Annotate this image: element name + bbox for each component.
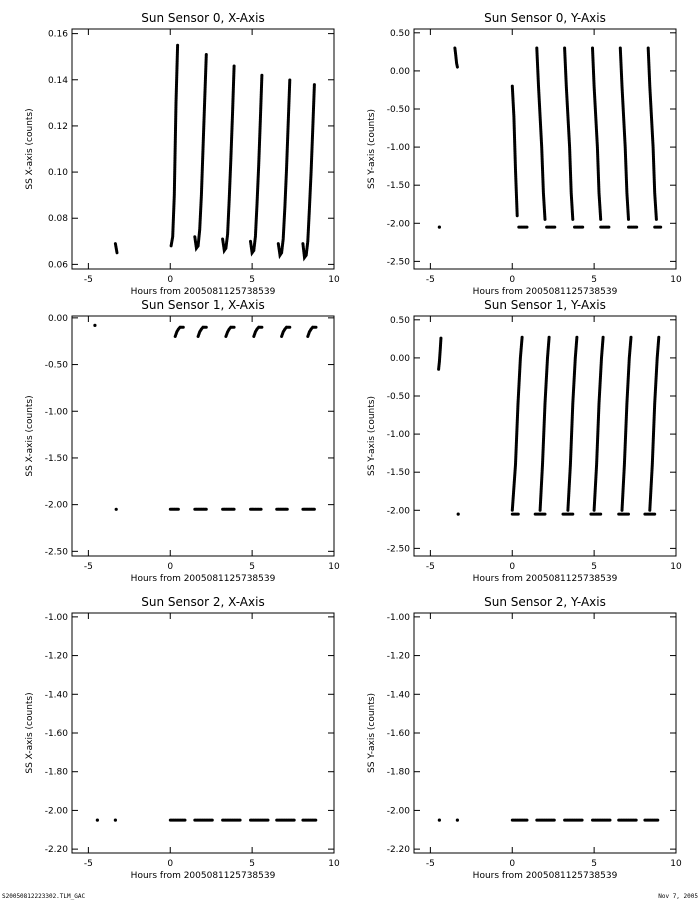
y-axis-label: SS X-axis (counts) [25,395,35,477]
data-point [115,508,118,511]
y-tick-label: -2.00 [44,500,68,511]
y-tick-label: -2.00 [386,219,410,230]
x-tick-label: 5 [249,562,255,572]
y-tick-label: -1.50 [44,453,68,464]
data-trace [251,75,262,253]
data-trace [594,337,603,510]
x-tick-label: 5 [249,859,255,869]
y-tick-label: -1.40 [44,690,68,701]
y-tick-label: -1.80 [44,767,68,778]
data-trace [568,337,577,510]
y-tick-label: 0.50 [389,28,410,39]
data-point [93,324,96,327]
data-series-0 [439,337,659,515]
x-axis-label: Hours from 2005081125738539 [130,574,276,584]
plot-frame [72,316,334,556]
footer-filename: S20050812223302.TLM_GAC [2,893,86,900]
plot-frame [72,613,334,853]
data-trace [537,48,545,220]
x-tick-label: -5 [83,859,93,869]
y-tick-label: -2.00 [386,806,410,817]
y-tick-label: 0.00 [47,313,68,324]
data-trace [565,48,573,220]
x-tick-label: 0 [509,275,516,285]
y-tick-label: 0.00 [389,66,410,77]
x-axis-label: Hours from 2005081125738539 [130,871,276,881]
plot-frame [414,29,676,269]
x-tick-label: 5 [591,859,597,869]
data-trace [175,327,183,336]
chart-panel-4 [25,595,340,881]
data-trace [223,66,235,251]
data-trace [303,84,315,257]
x-tick-label: 10 [328,859,340,869]
y-tick-label: 0.50 [389,315,410,326]
x-tick-label: 0 [167,562,174,572]
x-tick-label: 0 [167,275,174,285]
data-trace [439,337,441,369]
y-tick-label: -0.50 [386,105,410,115]
x-tick-label: 10 [328,275,340,285]
footer-date: Nov 7, 2005 [658,893,698,900]
x-tick-label: 10 [328,562,340,572]
y-tick-label: -2.00 [386,506,410,517]
data-trace [540,337,549,510]
x-tick-label: -5 [83,275,93,285]
y-tick-label: -1.50 [386,468,410,479]
y-tick-label: -1.00 [386,143,410,154]
y-axis-label: SS Y-axis (counts) [367,109,377,189]
y-tick-label: -2.00 [44,806,68,817]
y-tick-label: 0.10 [47,168,68,179]
data-trace [593,48,601,220]
data-point [96,818,99,821]
data-trace [254,327,262,336]
x-tick-label: -5 [425,275,435,285]
y-tick-label: 0.12 [47,121,68,132]
y-tick-label: 0.08 [47,214,68,225]
data-trace [455,48,458,67]
y-tick-label: 0.06 [47,260,68,271]
x-tick-label: 0 [509,562,516,572]
chart-title: Sun Sensor 1, X-Axis [141,298,265,312]
y-tick-label: -1.20 [44,651,68,662]
y-tick-label: -2.50 [386,257,410,268]
x-tick-label: 10 [670,859,682,869]
data-trace [278,80,290,255]
chart-title: Sun Sensor 0, Y-Axis [484,11,606,25]
data-trace [512,337,522,510]
x-tick-label: -5 [425,562,435,572]
x-axis-label: Hours from 2005081125738539 [472,871,618,881]
y-tick-label: -0.50 [44,360,68,371]
data-trace [620,48,628,220]
y-tick-label: -1.40 [386,690,410,701]
data-trace [226,327,234,336]
y-tick-label: -2.20 [386,845,410,856]
y-tick-label: -2.50 [44,547,68,558]
data-point [457,512,460,515]
chart-title: Sun Sensor 2, X-Axis [141,595,265,609]
data-trace [171,45,178,246]
chart-panel-5 [367,595,682,881]
data-point [438,818,441,821]
data-series-0 [93,324,316,511]
y-axis-label: SS X-axis (counts) [25,692,35,774]
y-tick-label: -1.50 [386,181,410,192]
y-tick-label: 0.16 [47,29,68,40]
y-tick-label: -2.20 [44,845,68,856]
data-trace [282,327,290,336]
chart-title: Sun Sensor 0, X-Axis [141,11,265,25]
chart-title: Sun Sensor 1, Y-Axis [484,298,606,312]
y-tick-label: 0.00 [389,353,410,364]
chart-title: Sun Sensor 2, Y-Axis [484,595,606,609]
data-trace [198,327,206,336]
chart-panel-0 [25,11,340,297]
y-tick-label: -1.00 [44,612,68,623]
data-trace [648,48,656,220]
data-trace [650,337,659,510]
data-trace [308,327,316,336]
data-point [438,225,441,228]
data-trace [115,244,117,253]
plot-frame [414,613,676,853]
x-tick-label: 0 [167,859,174,869]
x-axis-label: Hours from 2005081125738539 [472,574,618,584]
y-tick-label: -1.60 [44,729,68,739]
y-tick-label: -2.50 [386,544,410,555]
data-series-0 [115,45,314,257]
x-tick-label: 5 [591,275,597,285]
data-point [456,818,459,821]
x-tick-label: -5 [83,562,93,572]
chart-panel-1 [367,11,682,297]
x-tick-label: 0 [509,859,516,869]
data-trace [195,54,207,248]
x-axis-label: Hours from 2005081125738539 [472,287,618,297]
y-tick-label: -1.00 [386,612,410,623]
y-tick-label: -1.80 [386,767,410,778]
x-tick-label: 10 [670,562,682,572]
y-axis-label: SS Y-axis (counts) [367,396,377,476]
data-series-0 [438,48,662,229]
data-point [114,818,117,821]
x-tick-label: 5 [249,275,255,285]
x-axis-label: Hours from 2005081125738539 [130,287,276,297]
data-trace [622,337,631,510]
data-series-0 [96,818,316,821]
y-axis-label: SS X-axis (counts) [25,108,35,190]
data-series-0 [438,818,658,821]
x-tick-label: -5 [425,859,435,869]
chart-panel-2 [25,298,340,584]
x-tick-label: 10 [670,275,682,285]
y-tick-label: -1.60 [386,729,410,739]
y-axis-label: SS Y-axis (counts) [367,693,377,773]
chart-panel-3 [367,298,682,584]
y-tick-label: -1.00 [386,430,410,441]
y-tick-label: -0.50 [386,392,410,402]
data-trace [512,86,517,216]
x-tick-label: 5 [591,562,597,572]
y-tick-label: -1.00 [44,407,68,418]
y-tick-label: 0.14 [47,75,68,86]
y-tick-label: -1.20 [386,651,410,662]
